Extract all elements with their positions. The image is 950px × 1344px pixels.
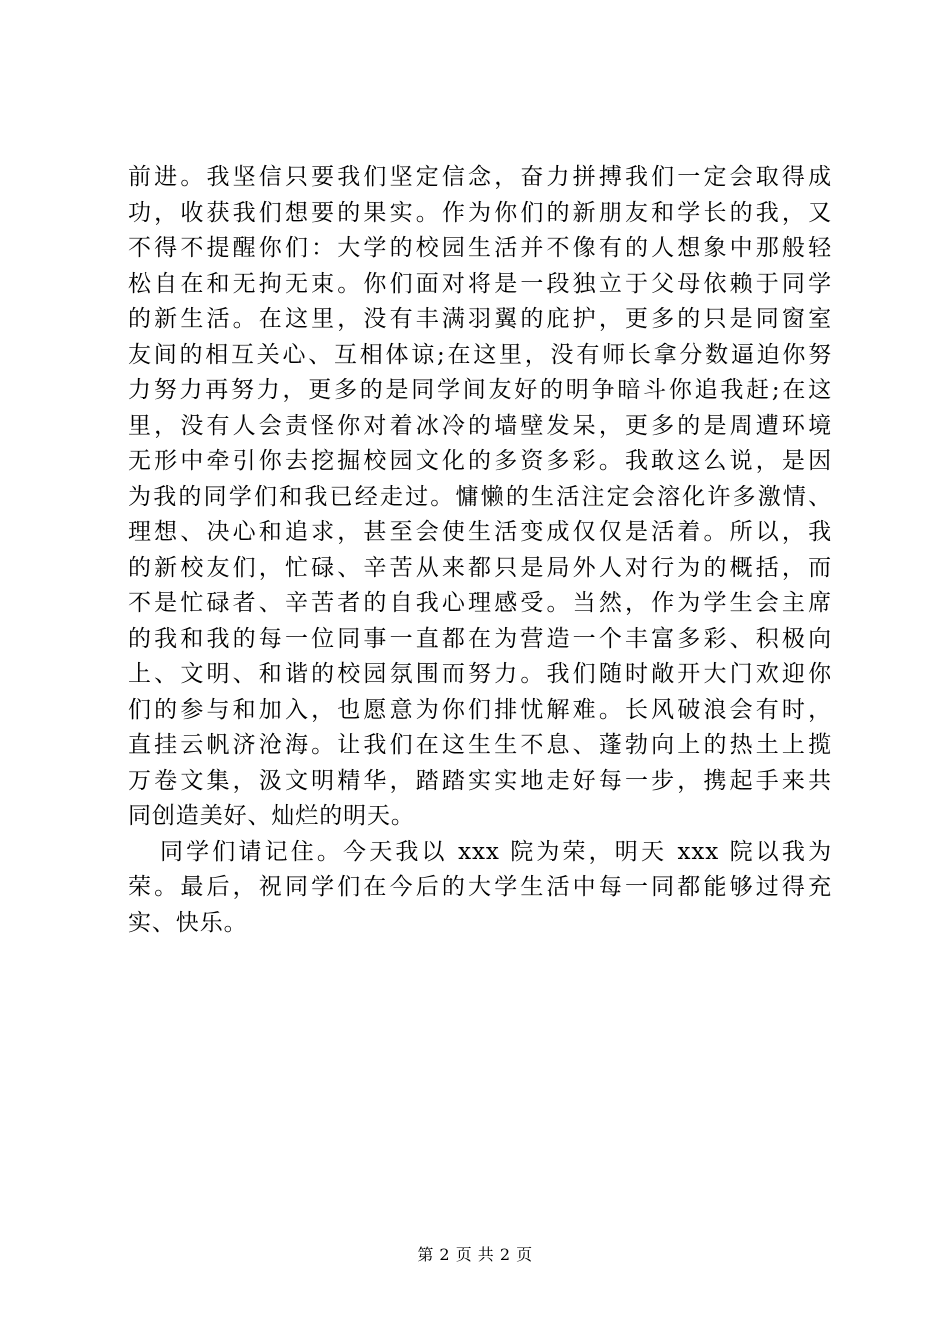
text-line: 前进。我坚信只要我们坚定信念，奋力拼搏我们一定会取得成 [128,164,832,190]
body-text [128,160,832,941]
text-line: 同学们请记住。今天我以 xxx 院为荣，明天 xxx 院以我为 [160,838,832,865]
text-line: 友间的相互关心、互相体谅;在这里，没有师长拿分数逼迫你努 [128,341,832,368]
text-line: 的新生活。在这里，没有丰满羽翼的庇护，更多的只是同窗室 [128,306,832,332]
text-line: 松自在和无拘无束。你们面对将是一段独立于父母依赖于同学 [128,270,832,297]
text-line: 同创造美好、灿烂的明天。 [128,803,415,829]
text-line: 力努力再努力，更多的是同学间友好的明争暗斗你追我赶;在这 [128,377,832,403]
text-line: 荣。最后，祝同学们在今后的大学生活中每一同都能够过得充 [128,874,832,900]
text-line: 功，收获我们想要的果实。作为你们的新朋友和学长的我，又 [128,199,832,226]
text-line: 为我的同学们和我已经走过。慵懒的生活注定会溶化许多激情、 [128,483,832,510]
text-line: 直挂云帆济沧海。让我们在这生生不息、蓬勃向上的热土上揽 [128,732,832,758]
text-line: 上、文明、和谐的校园氛围而努力。我们随时敞开大门欢迎你 [128,661,832,687]
page-number-footer: 第 2 页 共 2 页 [417,1245,533,1264]
text-line: 万卷文集，汲文明精华，踏踏实实地走好每一步，携起手来共 [128,767,832,794]
text-line: 理想、决心和追求，甚至会使生活变成仅仅是活着。所以，我 [128,519,832,545]
paragraph-2 [128,835,832,942]
text-line: 的我和我的每一位同事一直都在为营造一个丰富多彩、积极向 [128,625,832,652]
text-line: 的新校友们，忙碌、辛苦从来都只是局外人对行为的概括，而 [128,554,832,581]
text-line: 不是忙碌者、辛苦者的自我心理感受。当然，作为学生会主席 [128,590,832,616]
paragraph-1 [128,160,832,835]
text-line: 们的参与和加入，也愿意为你们排忧解难。长风破浪会有时， [128,696,832,723]
text-line: 无形中牵引你去挖掘校园文化的多资多彩。我敢这么说，是因 [128,448,832,474]
text-line: 实、快乐。 [128,909,248,936]
text-line: 不得不提醒你们：大学的校园生活并不像有的人想象中那般轻 [128,235,832,261]
text-line: 里，没有人会责怪你对着冰冷的墙壁发呆，更多的是周遭环境 [128,412,832,439]
